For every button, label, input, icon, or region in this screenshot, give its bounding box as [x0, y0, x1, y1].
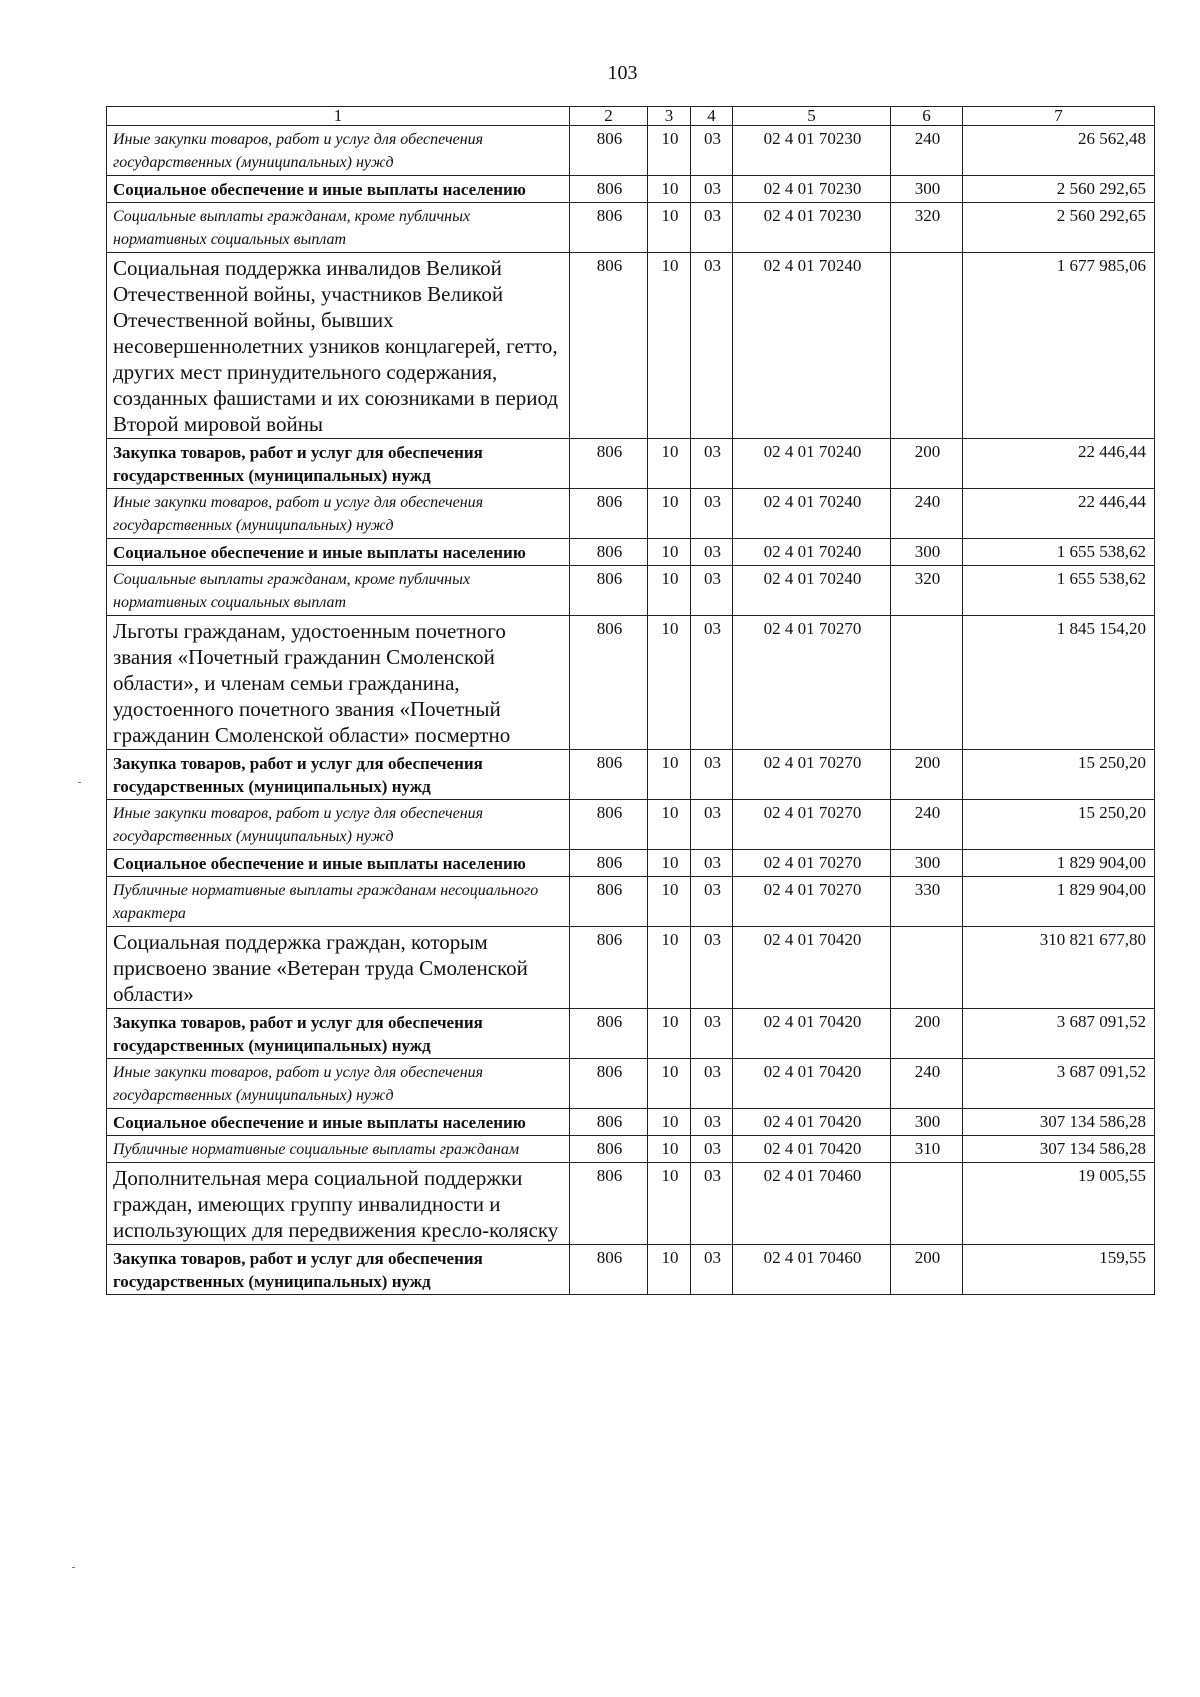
row-section-code: 10 [648, 539, 691, 566]
row-target-article: 02 4 01 70240 [733, 489, 891, 539]
row-target-article: 02 4 01 70240 [733, 566, 891, 616]
table-row [107, 850, 1155, 877]
row-ministry-code: 806 [570, 539, 648, 566]
row-target-article: 02 4 01 70420 [733, 927, 891, 1009]
row-expense-type: 300 [891, 176, 963, 203]
row-expense-type: 200 [891, 750, 963, 800]
row-target-article: 02 4 01 70420 [733, 1059, 891, 1109]
row-ministry-code: 806 [570, 566, 648, 616]
row-target-article: 02 4 01 70270 [733, 850, 891, 877]
row-target-article: 02 4 01 70270 [733, 877, 891, 927]
row-section-code: 10 [648, 566, 691, 616]
row-section-code: 10 [648, 1163, 691, 1245]
row-target-article: 02 4 01 70460 [733, 1245, 891, 1295]
row-name: Социальная поддержка инвалидов Великой Отечественной войны, участников Великой Отечественной войны, бывших несовершеннолетних узников концлагерей, гетто, других мест принудительного содержания, созданных фашистами и их союзниками в период Второй мировой войны [107, 253, 570, 439]
row-ministry-code: 806 [570, 1136, 648, 1163]
row-amount: 2 560 292,65 [963, 203, 1155, 253]
row-expense-type: 200 [891, 1245, 963, 1295]
table-row [107, 1163, 1155, 1245]
header-col-2: 2 [570, 107, 648, 126]
row-ministry-code: 806 [570, 176, 648, 203]
row-name: Социальное обеспечение и иные выплаты населению [107, 1109, 570, 1136]
row-ministry-code: 806 [570, 439, 648, 489]
row-amount: 1 655 538,62 [963, 539, 1155, 566]
row-amount: 307 134 586,28 [963, 1109, 1155, 1136]
row-ministry-code: 806 [570, 1059, 648, 1109]
row-name: Иные закупки товаров, работ и услуг для обеспечения государственных (муниципальных) нужд [107, 1059, 570, 1109]
row-expense-type: 330 [891, 877, 963, 927]
row-expense-type: 320 [891, 566, 963, 616]
row-subsection-code: 03 [691, 489, 733, 539]
row-section-code: 10 [648, 126, 691, 176]
table-row [107, 489, 1155, 539]
table-row [107, 1109, 1155, 1136]
row-target-article: 02 4 01 70270 [733, 750, 891, 800]
row-ministry-code: 806 [570, 1245, 648, 1295]
row-section-code: 10 [648, 1009, 691, 1059]
row-ministry-code: 806 [570, 800, 648, 850]
row-subsection-code: 03 [691, 850, 733, 877]
row-subsection-code: 03 [691, 800, 733, 850]
row-section-code: 10 [648, 203, 691, 253]
row-target-article: 02 4 01 70420 [733, 1136, 891, 1163]
row-amount: 3 687 091,52 [963, 1009, 1155, 1059]
row-subsection-code: 03 [691, 877, 733, 927]
row-ministry-code: 806 [570, 1109, 648, 1136]
row-name: Публичные нормативные выплаты гражданам несоциального характера [107, 877, 570, 927]
table-row [107, 1245, 1155, 1295]
row-amount: 1 829 904,00 [963, 877, 1155, 927]
row-name: Закупка товаров, работ и услуг для обеспечения государственных (муниципальных) нужд [107, 439, 570, 489]
row-amount: 22 446,44 [963, 489, 1155, 539]
row-expense-type: 240 [891, 800, 963, 850]
row-target-article: 02 4 01 70230 [733, 176, 891, 203]
table-row [107, 800, 1155, 850]
table-row [107, 877, 1155, 927]
row-section-code: 10 [648, 750, 691, 800]
header-col-1: 1 [107, 107, 570, 126]
row-name: Социальная поддержка граждан, которым присвоено звание «Ветеран труда Смоленской области» [107, 927, 570, 1009]
row-name: Публичные нормативные социальные выплаты гражданам [107, 1136, 570, 1163]
table-row [107, 253, 1155, 439]
row-name: Иные закупки товаров, работ и услуг для обеспечения государственных (муниципальных) нужд [107, 489, 570, 539]
row-ministry-code: 806 [570, 616, 648, 750]
row-subsection-code: 03 [691, 1136, 733, 1163]
row-subsection-code: 03 [691, 1163, 733, 1245]
header-col-7: 7 [963, 107, 1155, 126]
row-expense-type: 300 [891, 1109, 963, 1136]
row-expense-type: 300 [891, 850, 963, 877]
budget-table [106, 106, 1155, 1295]
table-row [107, 1009, 1155, 1059]
row-expense-type [891, 1163, 963, 1245]
row-subsection-code: 03 [691, 253, 733, 439]
row-subsection-code: 03 [691, 1245, 733, 1295]
table-row [107, 439, 1155, 489]
row-section-code: 10 [648, 850, 691, 877]
row-ministry-code: 806 [570, 1163, 648, 1245]
table-row [107, 539, 1155, 566]
row-amount: 2 560 292,65 [963, 176, 1155, 203]
row-expense-type: 310 [891, 1136, 963, 1163]
table-row [107, 1136, 1155, 1163]
row-section-code: 10 [648, 1109, 691, 1136]
table-row [107, 176, 1155, 203]
row-ministry-code: 806 [570, 750, 648, 800]
row-subsection-code: 03 [691, 1059, 733, 1109]
row-expense-type [891, 927, 963, 1009]
row-ministry-code: 806 [570, 1009, 648, 1059]
table-row [107, 1059, 1155, 1109]
row-target-article: 02 4 01 70230 [733, 126, 891, 176]
header-col-4: 4 [691, 107, 733, 126]
row-subsection-code: 03 [691, 176, 733, 203]
row-target-article: 02 4 01 70230 [733, 203, 891, 253]
header-col-3: 3 [648, 107, 691, 126]
row-section-code: 10 [648, 439, 691, 489]
row-expense-type: 200 [891, 439, 963, 489]
row-subsection-code: 03 [691, 750, 733, 800]
row-ministry-code: 806 [570, 126, 648, 176]
row-name: Закупка товаров, работ и услуг для обеспечения государственных (муниципальных) нужд [107, 750, 570, 800]
row-name: Социальное обеспечение и иные выплаты населению [107, 539, 570, 566]
row-ministry-code: 806 [570, 850, 648, 877]
header-col-6: 6 [891, 107, 963, 126]
row-subsection-code: 03 [691, 439, 733, 489]
row-amount: 307 134 586,28 [963, 1136, 1155, 1163]
row-target-article: 02 4 01 70460 [733, 1163, 891, 1245]
row-section-code: 10 [648, 877, 691, 927]
row-name: Социальные выплаты гражданам, кроме публичных нормативных социальных выплат [107, 566, 570, 616]
row-target-article: 02 4 01 70240 [733, 253, 891, 439]
row-target-article: 02 4 01 70240 [733, 439, 891, 489]
row-ministry-code: 806 [570, 877, 648, 927]
row-amount: 22 446,44 [963, 439, 1155, 489]
table-row [107, 566, 1155, 616]
row-amount: 19 005,55 [963, 1163, 1155, 1245]
row-section-code: 10 [648, 927, 691, 1009]
row-amount: 310 821 677,80 [963, 927, 1155, 1009]
row-target-article: 02 4 01 70270 [733, 616, 891, 750]
row-section-code: 10 [648, 1245, 691, 1295]
page-number: 103 [607, 62, 638, 84]
row-name: Льготы гражданам, удостоенным почетного звания «Почетный гражданин Смоленской области», и членам семьи гражданина, удостоенного почетного звания «Почетный гражданин Смоленской области» посмертно [107, 616, 570, 750]
row-target-article: 02 4 01 70240 [733, 539, 891, 566]
row-subsection-code: 03 [691, 203, 733, 253]
row-target-article: 02 4 01 70270 [733, 800, 891, 850]
row-expense-type [891, 253, 963, 439]
row-expense-type: 320 [891, 203, 963, 253]
row-name: Социальное обеспечение и иные выплаты населению [107, 176, 570, 203]
row-name: Закупка товаров, работ и услуг для обеспечения государственных (муниципальных) нужд [107, 1009, 570, 1059]
row-amount: 15 250,20 [963, 800, 1155, 850]
row-expense-type [891, 616, 963, 750]
row-target-article: 02 4 01 70420 [733, 1009, 891, 1059]
row-amount: 1 655 538,62 [963, 566, 1155, 616]
row-expense-type: 300 [891, 539, 963, 566]
row-section-code: 10 [648, 1136, 691, 1163]
table-row [107, 126, 1155, 176]
row-subsection-code: 03 [691, 1009, 733, 1059]
row-subsection-code: 03 [691, 616, 733, 750]
row-name: Иные закупки товаров, работ и услуг для обеспечения государственных (муниципальных) нужд [107, 126, 570, 176]
row-subsection-code: 03 [691, 126, 733, 176]
row-ministry-code: 806 [570, 489, 648, 539]
row-section-code: 10 [648, 800, 691, 850]
table-row [107, 616, 1155, 750]
row-section-code: 10 [648, 253, 691, 439]
row-amount: 3 687 091,52 [963, 1059, 1155, 1109]
table-row [107, 203, 1155, 253]
row-amount: 1 845 154,20 [963, 616, 1155, 750]
row-expense-type: 240 [891, 1059, 963, 1109]
row-section-code: 10 [648, 176, 691, 203]
table-body [107, 126, 1155, 1295]
header-col-5: 5 [733, 107, 891, 126]
row-name: Социальные выплаты гражданам, кроме публичных нормативных социальных выплат [107, 203, 570, 253]
scan-speck [78, 782, 81, 783]
row-section-code: 10 [648, 489, 691, 539]
row-target-article: 02 4 01 70420 [733, 1109, 891, 1136]
table-header-row [107, 107, 1155, 126]
row-ministry-code: 806 [570, 203, 648, 253]
row-name: Дополнительная мера социальной поддержки граждан, имеющих группу инвалидности и использующих для передвижения кресло-коляску [107, 1163, 570, 1245]
row-expense-type: 200 [891, 1009, 963, 1059]
row-amount: 1 829 904,00 [963, 850, 1155, 877]
table-row [107, 750, 1155, 800]
row-expense-type: 240 [891, 489, 963, 539]
row-section-code: 10 [648, 1059, 691, 1109]
row-name: Иные закупки товаров, работ и услуг для обеспечения государственных (муниципальных) нужд [107, 800, 570, 850]
row-section-code: 10 [648, 616, 691, 750]
row-amount: 15 250,20 [963, 750, 1155, 800]
row-ministry-code: 806 [570, 927, 648, 1009]
row-expense-type: 240 [891, 126, 963, 176]
row-name: Закупка товаров, работ и услуг для обеспечения государственных (муниципальных) нужд [107, 1245, 570, 1295]
row-subsection-code: 03 [691, 539, 733, 566]
row-name: Социальное обеспечение и иные выплаты населению [107, 850, 570, 877]
row-subsection-code: 03 [691, 927, 733, 1009]
row-amount: 159,55 [963, 1245, 1155, 1295]
row-amount: 26 562,48 [963, 126, 1155, 176]
row-amount: 1 677 985,06 [963, 253, 1155, 439]
row-subsection-code: 03 [691, 1109, 733, 1136]
scan-speck [72, 1567, 75, 1568]
row-ministry-code: 806 [570, 253, 648, 439]
table-row [107, 927, 1155, 1009]
row-subsection-code: 03 [691, 566, 733, 616]
